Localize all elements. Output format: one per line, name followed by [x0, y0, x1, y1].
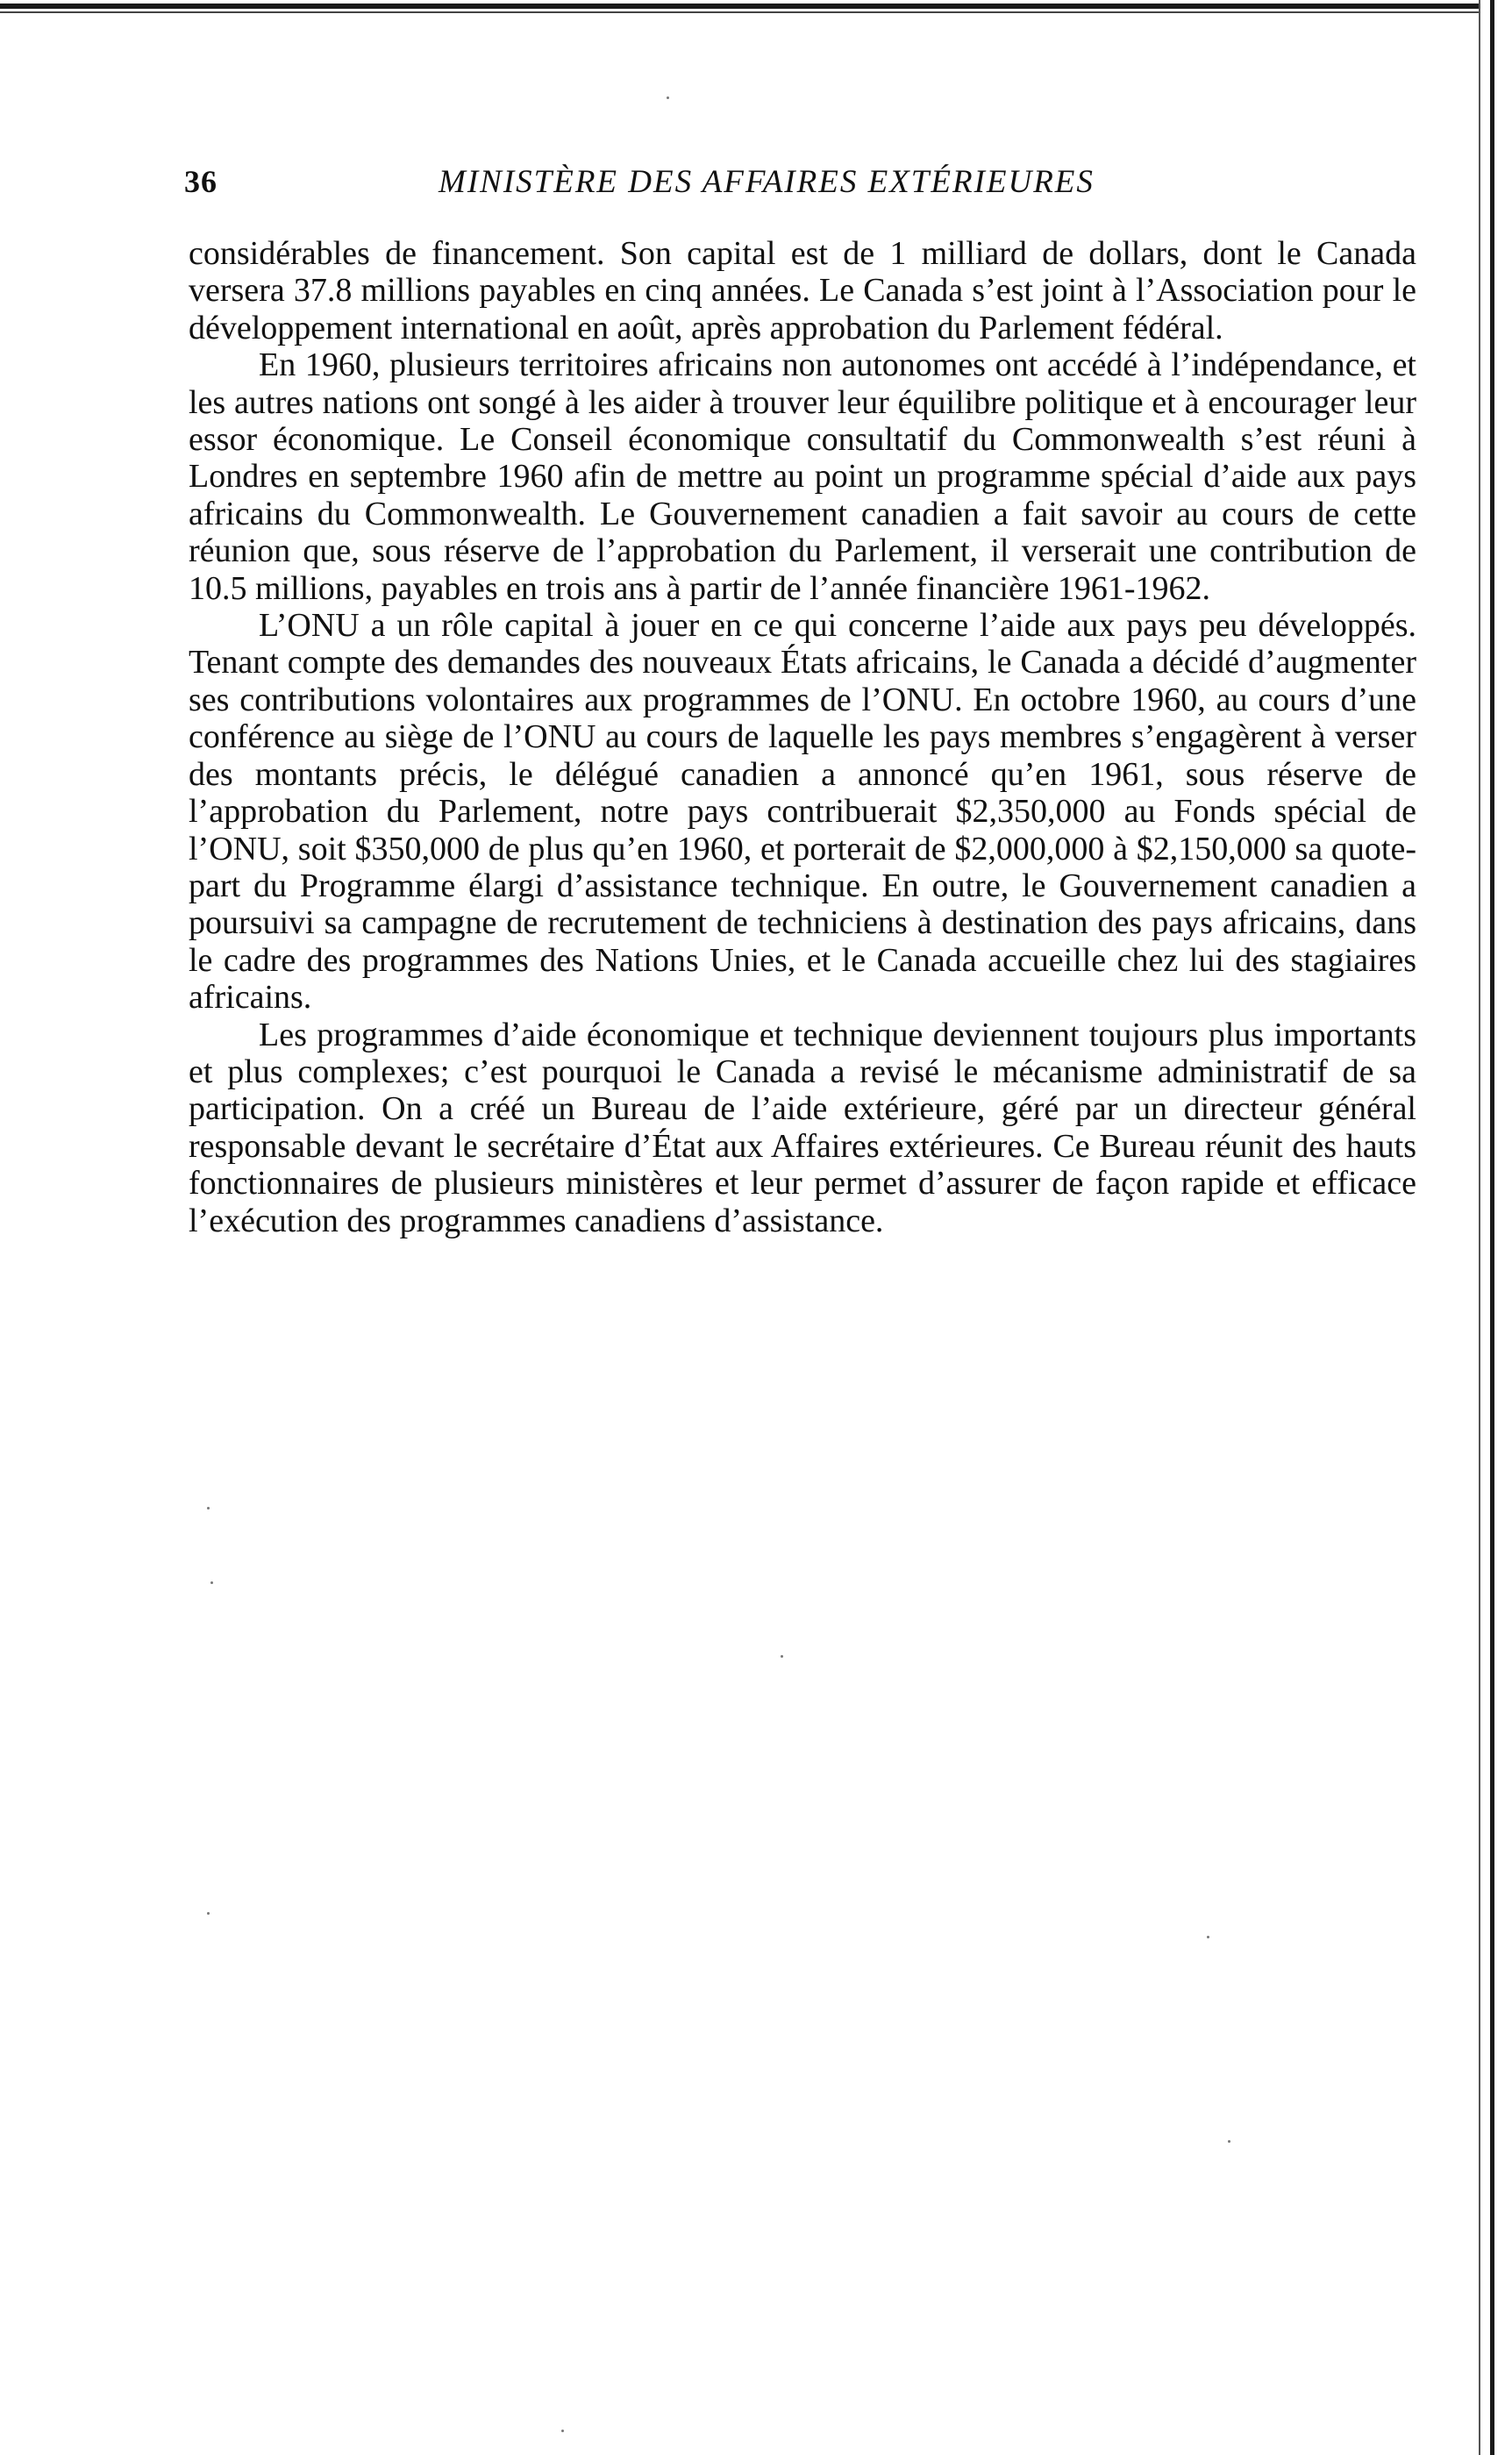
top-border-rule	[0, 4, 1479, 9]
scan-speck	[207, 1912, 210, 1915]
top-border-rule-thin	[0, 11, 1479, 13]
scan-speck	[781, 1655, 783, 1658]
scan-speck	[210, 1581, 213, 1584]
page-number: 36	[184, 164, 218, 199]
body-text	[189, 235, 1416, 1239]
scan-speck	[1207, 1936, 1209, 1938]
scan-speck	[1228, 2140, 1230, 2143]
right-page-edge	[1490, 0, 1494, 2455]
right-page-edge-thin	[1479, 0, 1480, 2455]
paragraph-african-territories: En 1960, plusieurs territoires africains non autonomes ont accédé à l’indépendance, et les autres nations ont songé à les aider à trouver leur équilibre politique et à encourager leur essor économique. Le Conseil économique consultatif du Commonwealth s’est réuni à Londres en septembre 1960 afin de mettre au point un programme spécial d’aide aux pays africains du Commonwealth. Le Gouvernement canadien a fait savoir au cours de cette réunion que, sous réserve de l’approbation du Parlement, il verserait une contribution de 10.5 millions, payables en trois ans à partir de l’année financière 1961-1962.	[189, 346, 1416, 607]
paragraph-onu-role: L’ONU a un rôle capital à jouer en ce qui concerne l’aide aux pays peu développés. Tenant compte des demandes des nouveaux États africains, le Canada a décidé d’augmenter ses contributions volontaires aux programmes de l’ONU. En octobre 1960, au cours d’une conférence au siège de l’ONU au cours de laquelle les pays membres s’engagèrent à verser des montants précis, le délégué canadien a annoncé qu’en 1961, sous réserve de l’approbation du Parlement, notre pays contribuerait $2,350,000 au Fonds spécial de l’ONU, soit $350,000 de plus qu’en 1960, et porterait de $2,000,000 à $2,150,000 sa quote-part du Programme élargi d’assistance technique. En outre, le Gouvernement canadien a poursuivi sa campagne de recrutement de techniciens à destination des pays africains, dans le cadre des programmes des Nations Unies, et le Canada accueille chez lui des stagiaires africains.	[189, 607, 1416, 1017]
paragraph-continued: considérables de financement. Son capital est de 1 milliard de dollars, dont le Canada versera 37.8 millions payables en cinq années. Le Canada s’est joint à l’Association pour le développement international en août, après approbation du Parlement fédéral.	[189, 235, 1416, 346]
scan-speck	[561, 2430, 564, 2432]
paragraph-external-aid-office: Les programmes d’aide économique et technique deviennent toujours plus importants et plus complexes; c’est pourquoi le Canada a revisé le mécanisme administratif de sa participation. On a créé un Bureau de l’aide extérieure, géré par un directeur général responsable devant le secrétaire d’État aux Affaires extérieures. Ce Bureau réunit des hauts fonctionnaires de plusieurs ministères et leur permet d’assurer de façon rapide et efficace l’exécution des programmes canadiens d’assistance.	[189, 1016, 1416, 1239]
scan-speck	[667, 96, 669, 99]
scan-speck	[207, 1507, 210, 1509]
running-title: MINISTÈRE DES AFFAIRES EXTÉRIEURES	[439, 164, 1095, 200]
page-header	[184, 163, 1430, 207]
